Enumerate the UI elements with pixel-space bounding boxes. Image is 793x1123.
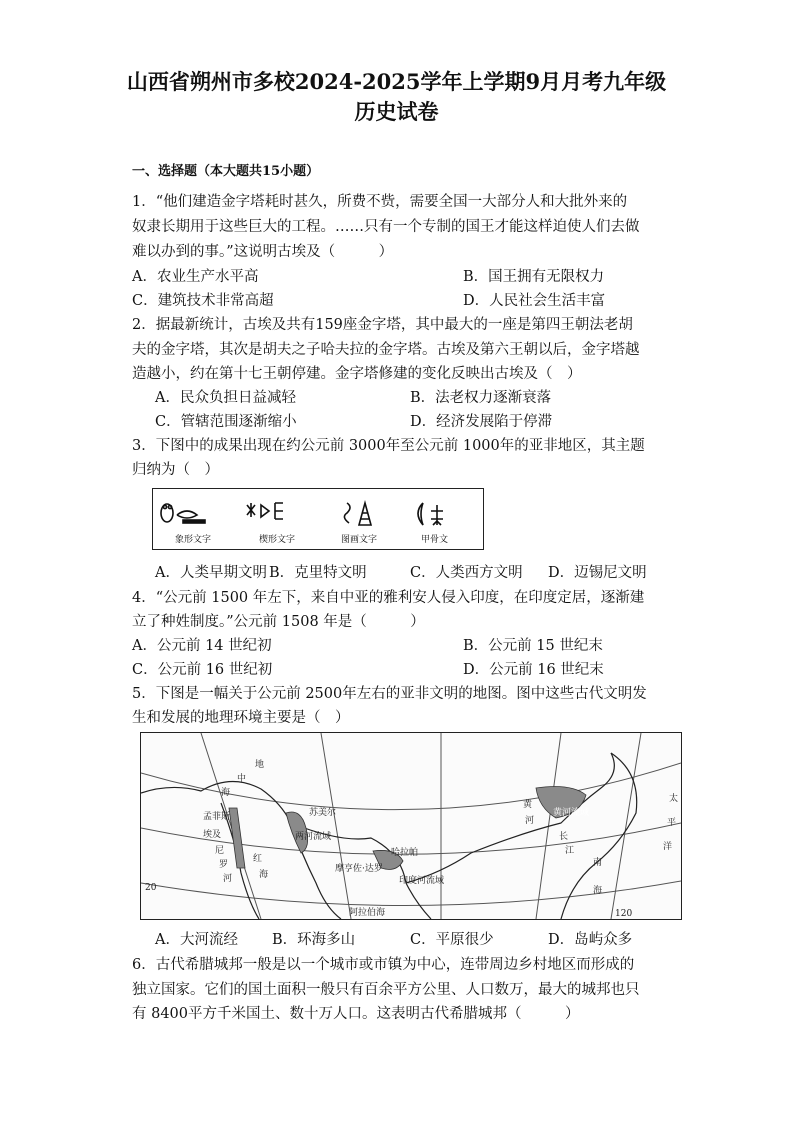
figure-label-hieroglyph: 象形文字 bbox=[175, 535, 212, 545]
page-title: 山西省朔州市多校2024-2025学年上学期9月月考九年级 bbox=[126, 69, 667, 94]
q2-line-1: 2．据最新统计，古埃及共有159座金字塔，其中最大的一座是第四王朝法老胡 bbox=[132, 317, 633, 333]
q4-option-c: C．公元前 16 世纪初 bbox=[132, 662, 273, 678]
q5-option-a: A．大河流经 bbox=[155, 932, 238, 948]
q2-line-2: 夫的金字塔，其次是胡夫之子哈夫拉的金字塔。古埃及第六王朝以后，金字塔越 bbox=[132, 342, 640, 358]
q3-option-a: A．人类早期文明 bbox=[155, 565, 267, 581]
q1-option-a: A．农业生产水平高 bbox=[132, 269, 259, 285]
q1-line-3: 难以办到的事。”这说明古埃及（ ） bbox=[132, 244, 394, 260]
map-label-indus-valley: 印度河流域 bbox=[399, 876, 445, 886]
map-label-hai: 海 bbox=[221, 788, 231, 798]
q4-option-b: B．公元前 15 世纪末 bbox=[463, 638, 603, 654]
map-label-jiang: 江 bbox=[565, 846, 575, 856]
scripts-figure bbox=[152, 488, 484, 550]
q4-line-1: 4．“公元前 1500 年左下，来自中亚的雅利安人侵入印度，在印度定居，逐渐建 bbox=[132, 590, 645, 606]
q3-option-d: D．迈锡尼文明 bbox=[548, 565, 647, 581]
q6-line-3: 有 8400平方千米国土、数十万人口。这表明古代希腊城邦（ ） bbox=[132, 1006, 580, 1022]
q1-line-2: 奴隶长期用于这些巨大的工程。……只有一个专制的国王才能这样迫使人们去做 bbox=[132, 219, 640, 235]
map-label-lat-20: 20 bbox=[145, 883, 157, 893]
map-label-tai: 太 bbox=[669, 794, 679, 804]
q5-line-1: 5．下图是一幅关于公元前 2500年左右的亚非文明的地图。图中这些古代文明发 bbox=[132, 686, 647, 702]
q4-option-d: D．公元前 16 世纪末 bbox=[463, 662, 604, 678]
q5-option-b: B．环海多山 bbox=[272, 932, 356, 948]
map-label-luo: 罗 bbox=[219, 860, 229, 870]
map-label-egypt: 埃及 bbox=[203, 830, 222, 840]
q1-option-b: B．国王拥有无限权力 bbox=[463, 269, 605, 285]
figure-label-oracle-bone: 甲骨文 bbox=[421, 535, 449, 545]
q5-option-d: D．岛屿众多 bbox=[548, 932, 633, 948]
q5-option-c: C．平原很少 bbox=[410, 932, 494, 948]
ancient-scripts-drawing bbox=[153, 489, 483, 533]
map-label-ni: 尼 bbox=[215, 846, 225, 856]
map-label-ping: 平 bbox=[667, 818, 677, 828]
q3-option-c: C．人类西方文明 bbox=[410, 565, 523, 581]
q3-option-b: B．克里特文明 bbox=[269, 565, 367, 581]
q2-line-3: 造越小，约在第十七王朝停建。金字塔修建的变化反映出古埃及（ ） bbox=[132, 366, 582, 382]
q5-line-2: 生和发展的地理环境主要是（ ） bbox=[132, 710, 350, 726]
map-label-chang: 长 bbox=[559, 832, 569, 842]
map-label-hong: 红 bbox=[253, 854, 263, 864]
map-label-yellow-river-valley: 黄河流域 bbox=[553, 808, 590, 818]
map-label-mohenjo-daro: 摩亨佐·达罗 bbox=[335, 864, 383, 874]
map-label-red-sea-hai: 海 bbox=[259, 870, 269, 880]
q1-option-d: D．人民社会生活丰富 bbox=[463, 293, 606, 309]
q4-option-a: A．公元前 14 世纪初 bbox=[132, 638, 272, 654]
map-label-sumer: 苏美尔 bbox=[309, 808, 337, 818]
map-label-nan: 南 bbox=[593, 858, 603, 868]
map-label-he: 河 bbox=[223, 874, 233, 884]
figure-label-cuneiform: 楔形文字 bbox=[259, 535, 296, 545]
section-heading: 一、选择题（本大题共15小题） bbox=[132, 164, 320, 179]
map-label-lon-120: 120 bbox=[615, 909, 633, 919]
page-subtitle: 历史试卷 bbox=[354, 99, 439, 124]
q2-option-b: B．法老权力逐渐衰落 bbox=[410, 390, 552, 406]
map-label-harappa: 哈拉帕 bbox=[391, 848, 419, 858]
q3-line-2: 归纳为（ ） bbox=[132, 462, 219, 478]
map-label-mesopotamia: 两河流域 bbox=[295, 832, 332, 842]
q1-line-1: 1．“他们建造金字塔耗时甚久，所费不赀，需要全国一大部分人和大批外来的 bbox=[132, 194, 628, 210]
q2-option-a: A．民众负担日益减轻 bbox=[155, 390, 296, 406]
map-label-zhong: 中 bbox=[237, 774, 247, 784]
map-label-memphis: 孟菲斯 bbox=[203, 812, 231, 822]
map-label-yang: 洋 bbox=[663, 842, 673, 852]
figure-label-pictograph: 图画文字 bbox=[341, 535, 378, 545]
map-label-huang-he: 河 bbox=[525, 816, 535, 826]
map-label-south-sea-hai: 海 bbox=[593, 886, 603, 896]
q1-option-c: C．建筑技术非常高超 bbox=[132, 293, 274, 309]
q2-option-c: C．管辖范围逐渐缩小 bbox=[155, 414, 297, 430]
q6-line-1: 6．古代希腊城邦一般是以一个城市或市镇为中心，连带周边乡村地区而形成的 bbox=[132, 957, 635, 973]
map-label-huang: 黄 bbox=[523, 800, 533, 810]
ancient-civilizations-map bbox=[140, 732, 682, 920]
q2-option-d: D．经济发展陷于停滞 bbox=[410, 414, 553, 430]
q6-line-2: 独立国家。它们的国土面积一般只有百余平方公里、人口数万，最大的城邦也只 bbox=[132, 982, 640, 998]
q3-line-1: 3．下图中的成果出现在约公元前 3000年至公元前 1000年的亚非地区，其主题 bbox=[132, 438, 645, 454]
map-label-di: 地 bbox=[255, 760, 265, 770]
q4-line-2: 立了种姓制度。”公元前 1508 年是（ ） bbox=[132, 614, 425, 630]
map-label-arabian-sea: 阿拉伯海 bbox=[349, 908, 386, 918]
